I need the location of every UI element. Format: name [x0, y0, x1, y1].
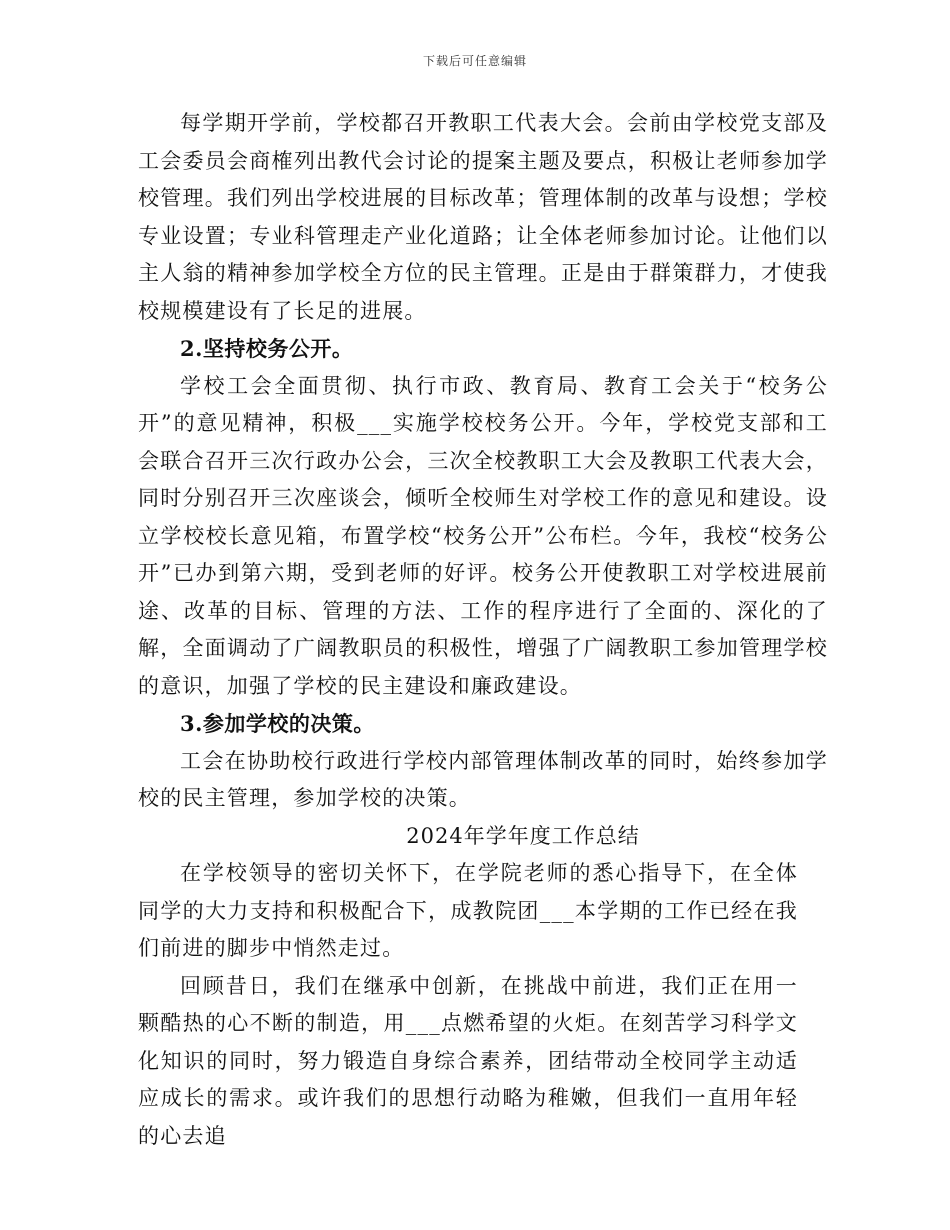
section-heading-transparency: 2.坚持校务公开。: [180, 336, 354, 361]
paragraph-transparency: 学校工会全面贯彻、执行市政、教育局、教育工会关于“校务公开”的意见精神，积极___实施学校校务公开。今年，学校党支部和工会联合召开三次行政办公会，三次全校教职工大会及教职工代表大会，同时分别召开三次座谈会，倾听全校师生对学校工作的意见和建设。设立学校校长意见箱，布置学校“校务公开”公布栏。今年，我校“校务公开”已办到第六期，受到老师的好评。校务公开使教职工对学校进展前途、改革的目标、管理的方法、工作的程序进行了全面的、深化的了解，全面调动了广阔教职员的积极性，增强了广阔教职工参加管理学校的意识，加强了学校的民主建设和廉政建设。: [138, 373, 828, 698]
paragraph-decision: 工会在协助校行政进行学校内部管理体制改革的同时，始终参加学校的民主管理，参加学校的决策。: [138, 748, 828, 810]
section-heading-decision: 3.参加学校的决策。: [180, 711, 375, 736]
paragraph-intro: 在学校领导的密切关怀下，在学院老师的悉心指导下，在全体同学的大力支持和积极配合下，成教院团___本学期的工作已经在我们前进的脚步中悄然走过。: [138, 861, 798, 960]
paragraph-review: 回顾昔日，我们在继承中创新，在挑战中前进，我们正在用一颗酷热的心不断的制造，用___点燃希望的火炬。在刻苦学习科学文化知识的同时，努力锻造自身综合素养，团结带动全校同学主动适应成长的需求。或许我们的思想行动略为稚嫩，但我们一直用年轻的心去追: [138, 973, 798, 1148]
paragraph-congress: 每学期开学前，学校都召开教职工代表大会。会前由学校党支部及工会委员会商榷列出教代会讨论的提案主题及要点，积极让老师参加学校管理。我们列出学校进展的目标改革；管理体制的改革与设想；学校专业设置；专业科管理走产业化道路；让全体老师参加讨论。让他们以主人翁的精神参加学校全方位的民主管理。正是由于群策群力，才使我校规模建设有了长足的进展。: [138, 111, 828, 323]
header-note: 下载后可任意编辑: [422, 54, 527, 68]
document-body: [138, 105, 828, 1155]
document-title: 2024年学年度工作总结: [406, 823, 640, 848]
